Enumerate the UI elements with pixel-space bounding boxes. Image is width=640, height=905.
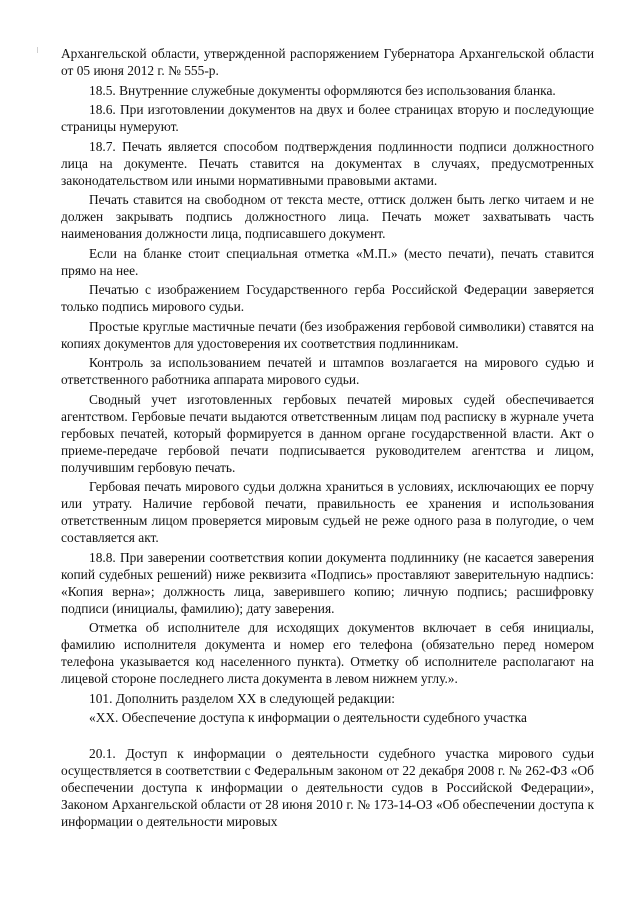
document-page [61,45,594,833]
paragraph: 18.7. Печать является способом подтверждения подлинности подписи должностного лица на документе. Печать ставится на документах в случаях, предусмотренных законодательством или иными нормативными правовыми актами. [61,138,594,188]
paragraph: Сводный учет изготовленных гербовых печатей мировых судей обеспечивается агентством. Гербовые печати выдаются ответственным лицам под расписку в журнале учета гербовых печатей, который формируется в данном органе государственной власти. Акт о приеме-передаче гербовой печати подписывается руководителем агентства и лицом, получившим гербовую печать. [61,391,594,475]
paragraph: Печатью с изображением Государственного герба Российской Федерации заверяется только подпись мирового судьи. [61,282,594,314]
margin-mark [37,47,38,53]
paragraph: Печать ставится на свободном от текста месте, оттиск должен быть легко читаем и не должен закрывать подпись должностного лица. Печать может захватывать часть наименования должности лица, подписавшего документ. [61,192,594,241]
paragraph: 20.1. Доступ к информации о деятельности судебного участка мирового судьи осуществляется в соответствии с Федеральным законом от 22 декабря 2008 г. № 262-ФЗ «Об обеспечении доступа к информации о деятельности судов в Российской Федерации», Законом Архангельской области от 28 июня 2010 г. № 173-14-ОЗ «Об обеспечении доступа к информации о деятельности мировых [61,746,594,829]
paragraph: 101. Дополнить разделом XX в следующей редакции: [89,690,395,706]
paragraph: Если на бланке стоит специальная отметка «М.П.» (место печати), печать ставится прямо на нее. [61,245,594,278]
paragraph: 18.8. При заверении соответствия копии документа подлиннику (не касается заверения копий судебных решений) ниже реквизита «Подпись» проставляют заверительную надпись: «Копия верна»; должность лица, заверившего копию; личную подпись; расшифровку подписи (инициалы, фамилию); дату заверения. [61,549,594,616]
section-heading: «XX. Обеспечение доступа к информации о деятельности судебного участка [89,710,527,725]
paragraph: Архангельской области, утвержденной распоряжением Губернатора Архангельской области от 05 июня 2012 г. № 555-р. [61,46,594,78]
paragraph: 18.5. Внутренние служебные документы оформляются без использования бланка. [89,82,556,98]
paragraph: Гербовая печать мирового судьи должна храниться в условиях, исключающих ее порчу или утрату. Наличие гербовой печати, правильность ее хранения и использования ответственным лицом проверяется мировым судьей не реже одного раза в полугодие, о чем составляется акт. [61,479,594,545]
paragraph: Контроль за использованием печатей и штампов возлагается на мирового судью и ответственного работника аппарата мирового судьи. [61,355,594,387]
paragraph: Простые круглые мастичные печати (без изображения гербовой символики) ставятся на копиях документов для удостоверения их соответствия подлинникам. [61,318,594,351]
paragraph: Отметка об исполнителе для исходящих документов включает в себя инициалы, фамилию исполнителя документа и номер его телефона (обязательно перед номером телефона указывается код населенного пункта). Отметку об исполнителе располагают на лицевой стороне последнего листа документа в левом нижнем углу.». [61,620,594,686]
paragraph: 18.6. При изготовлении документов на двух и более страницах вторую и последующие страницы нумеруют. [61,102,594,134]
